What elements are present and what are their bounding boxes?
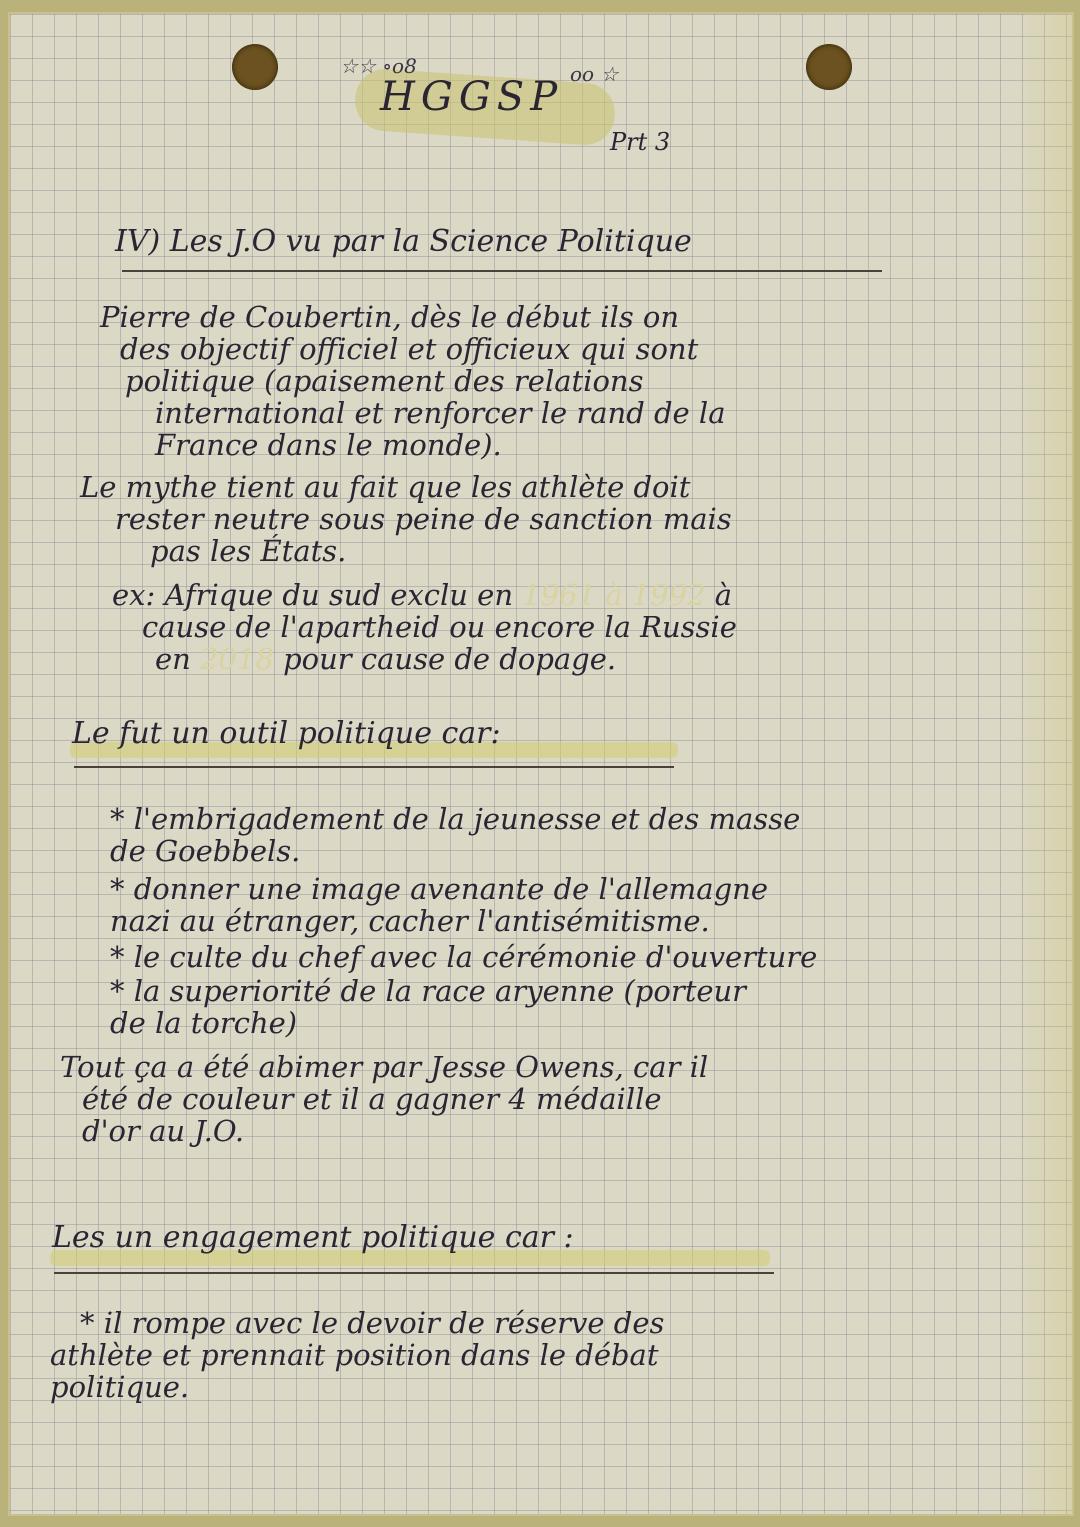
outil-bullet-4: * la superiorité de la race aryenne (porteur xyxy=(110,974,747,1008)
engagement-line3: politique. xyxy=(50,1370,190,1404)
punch-hole-right xyxy=(806,44,852,90)
punch-hole-left xyxy=(232,44,278,90)
left-doodle: ☆☆ ∘o8 xyxy=(340,54,417,78)
right-doodle: oo ☆ xyxy=(570,62,619,86)
example-year: 2018 xyxy=(200,642,274,676)
engagement-heading: Les un engagement politique car : xyxy=(52,1220,574,1255)
engagement-heading-underline xyxy=(54,1272,774,1274)
para2-line3: pas les États. xyxy=(150,534,347,568)
example-line2: cause de l'apartheid ou encore la Russie xyxy=(142,610,737,644)
outil-bullet-2: * donner une image avenante de l'allemagne xyxy=(110,872,768,906)
outil-bullet-3: * le culte du chef avec la cérémonie d'ouverture xyxy=(110,940,818,974)
para1-line3: politique (apaisement des relations xyxy=(125,364,644,398)
notebook-page xyxy=(10,14,1072,1514)
conclusion-line1: Tout ça a été abimer par Jesse Owens, car il xyxy=(60,1050,709,1084)
outil-bullet-1b: de Goebbels. xyxy=(110,834,301,868)
para2-line2: rester neutre sous peine de sanction mais xyxy=(115,502,732,536)
page-edge-tint xyxy=(1012,14,1072,1514)
outil-heading: Le fut un outil politique car: xyxy=(72,716,501,751)
para2-line1: Le mythe tient au fait que les athlète doit xyxy=(80,470,691,504)
outil-heading-underline xyxy=(74,766,674,768)
example-line3-post: pour cause de dopage. xyxy=(283,642,617,676)
outil-bullet-2b: nazi au étranger, cacher l'antisémitisme. xyxy=(110,904,710,938)
example-dates: 1961 à 1992 xyxy=(522,578,706,612)
engagement-line2: athlète et prennait position dans le débat xyxy=(50,1338,659,1372)
section-heading-underline xyxy=(122,270,882,272)
example-suffix: à xyxy=(714,578,733,612)
outil-bullet-1: * l'embrigadement de la jeunesse et des masse xyxy=(110,802,801,836)
example-line3 xyxy=(155,644,616,675)
para1-line5: France dans le monde). xyxy=(155,428,502,462)
example-prefix: ex: Afrique du sud exclu en xyxy=(112,578,514,612)
section-heading: IV) Les J.O vu par la Science Politique xyxy=(115,224,692,259)
outil-bullet-4b: de la torche) xyxy=(110,1006,298,1040)
para1-line4: international et renforcer le rand de la xyxy=(155,396,726,430)
para1-line2: des objectif officiel et officieux qui sont xyxy=(120,332,699,366)
part-number: Prt 3 xyxy=(610,128,671,156)
conclusion-line3: d'or au J.O. xyxy=(82,1114,245,1148)
para1-line1: Pierre de Coubertin, dès le début ils on xyxy=(100,300,680,334)
engagement-line1: * il rompe avec le devoir de réserve des xyxy=(80,1306,665,1340)
conclusion-line2: été de couleur et il a gagner 4 médaille xyxy=(82,1082,662,1116)
page-title: HGGSP xyxy=(380,74,564,120)
example-line3-pre: en xyxy=(155,642,191,676)
example-line1 xyxy=(112,580,732,611)
